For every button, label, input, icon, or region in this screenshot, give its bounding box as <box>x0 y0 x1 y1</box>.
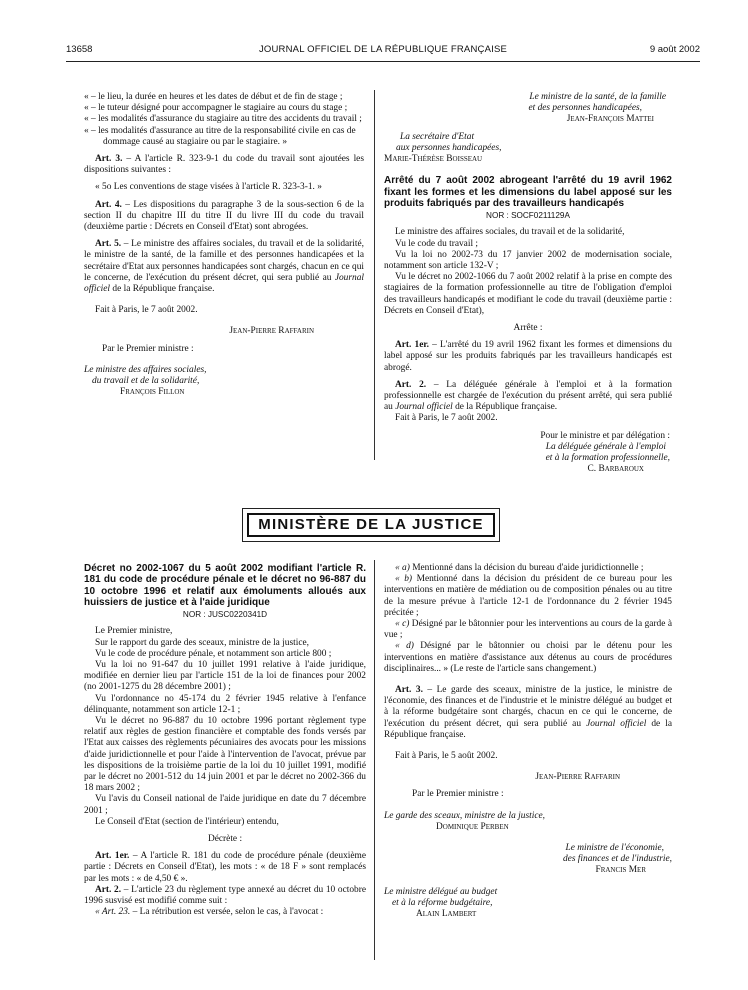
article-paragraph: Art. 5. – Le ministre des affaires sociales, du travail et de la solidarité, le ministre de la santé, de la famille et des personnes handicapées et la secrétaire d'Etat aux personnes handicapées sont chargés, chacun en ce qui le concerne, de l'exécution du présent décret, qui sera publié au Journal officiel de la République française. <box>84 239 364 295</box>
minister-name: Alain Lambert <box>416 909 477 920</box>
quoted-item: « a) Mentionné dans la décision du bureau d'aide juridictionnelle ; <box>395 563 644 573</box>
quoted-item: « d) Désigné par le bâtonnier ou choisi par le détenu pour les interventions en matière d'assistance aux détenus au cours de procédures disciplinaires... » (Le reste de l'article sans changement.) <box>384 641 672 674</box>
article-label: Art. 2. <box>95 884 122 895</box>
preamble-paragraph: Vu l'ordonnance no 45-174 du 2 février 1945 relative à l'enfance délinquante, notamment son article 12-1 ; <box>84 693 366 715</box>
minister-name: Dominique Perben <box>436 821 509 832</box>
page-number: 13658 <box>66 44 93 55</box>
minister-name: Jean-François Mattei <box>566 114 654 125</box>
list-item: « – les modalités d'assurance au titre de la responsabilité civile en cas de dommage causé au stagiaire ou par le stagiaire. » <box>84 125 356 147</box>
article-label: Art. 3. <box>395 685 423 696</box>
preamble-paragraph: Le Conseil d'Etat (section de l'intérieur) entendu, <box>95 816 279 827</box>
preamble-paragraph: Vu le code de procédure pénale, et notamment son article 800 ; <box>95 648 332 659</box>
issue-date: 9 août 2002 <box>649 44 700 55</box>
article-label: Art. 1er. <box>395 340 430 351</box>
preamble-paragraph: Vu la loi no 2002-73 du 17 janvier 2002 de modernisation sociale, notamment son article 132-V ; <box>384 249 672 271</box>
preamble-paragraph: Sur le rapport du garde des sceaux, ministre de la justice, <box>95 637 309 648</box>
running-header <box>66 44 700 58</box>
signatory: Jean-Pierre Raffarin <box>535 772 620 783</box>
quoted-item: « b) Mentionné dans la décision du président de ce bureau pour les interventions en matière de médiation ou de composition pénales ou au titre de la mesure prévue à l'article 12-1 de l'ordonnance du 2 février 1945 précitée ; <box>384 574 673 618</box>
minister-title: du travail et de la solidarité, <box>92 376 200 387</box>
signatory: Jean-Pierre Raffarin <box>229 326 314 337</box>
delegate-name: C. Barbaroux <box>587 464 644 475</box>
top-left-column <box>84 92 364 398</box>
secretary-title: aux personnes handicapées, <box>396 142 502 153</box>
top-right-column <box>384 92 672 475</box>
article-label: Art. 1er. <box>95 851 130 862</box>
ministry-banner: MINISTÈRE DE LA JUSTICE <box>247 513 495 537</box>
nor-reference: NOR : SOCF0211129A <box>486 211 570 221</box>
minister-title: et à la réforme budgétaire, <box>392 897 493 908</box>
article-paragraph: Art. 1er. – A l'article R. 181 du code de procédure pénale (deuxième partie : Décrets en Conseil d'Etat), les mots : « de 18 F » sont remplacés par les mots : « de 4,50 € ». <box>84 851 366 884</box>
arrete-heading: Arrête : <box>513 322 543 333</box>
article-paragraph: Art. 2. – L'article 23 du règlement type annexé au décret du 10 octobre 1996 susvisé est modifié comme suit : <box>84 884 366 907</box>
minister-name: Francis Mer <box>595 865 646 876</box>
delegate-title: et à la formation professionnelle, <box>545 452 670 463</box>
done-at: Fait à Paris, le 5 août 2002. <box>395 751 498 762</box>
preamble-paragraph: Vu le décret no 2002-1066 du 7 août 2002 relatif à la prise en compte des stagiaires de la formation professionnelle au titre de l'obligation d'emploi des travailleurs handicapés et modifiant le code du travail (deuxième partie : Décrets en Conseil d'Etat), <box>384 272 672 316</box>
article-paragraph: Art. 3. – Le garde des sceaux, ministre de la justice, le ministre de l'économie, des finances et de l'industrie et le ministre délégué au budget et à la réforme budgétaire sont chargés, chacun en ce qui le concerne, de l'exécution du présent décret, qui sera publié au Journal officiel de la République française. <box>384 685 672 740</box>
nor-reference: NOR : JUSC0220341D <box>182 610 268 620</box>
decree-title: Décret no 2002-1067 du 5 août 2002 modifiant l'article R. 181 du code de procédure pénale et le décret no 96-887 du 10 octobre 1996 et relatif aux émoluments alloués aux huissiers de justice et à l'aide juridique <box>84 563 366 608</box>
delegate-title: La déléguée générale à l'emploi <box>545 441 666 452</box>
article-label: « Art. 23. <box>95 907 131 918</box>
minister-title: des finances et de l'industrie, <box>562 854 672 865</box>
article-paragraph: Art. 1er. – L'arrêté du 19 avril 1962 fixant les formes et dimensions du label apposé sur les produits fabriqués par les travailleurs handicapés est abrogé. <box>384 340 672 373</box>
article-label: Art. 5. <box>95 239 122 250</box>
article-paragraph: Art. 3. – A l'article R. 323-9-1 du code du travail sont ajoutées les dispositions suivantes : <box>84 154 364 176</box>
article-paragraph: « Art. 23. – La rétribution est versée, selon le cas, à l'avocat : <box>95 907 324 918</box>
article-label: Art. 2. <box>395 379 427 390</box>
column-divider-top <box>374 90 375 460</box>
minister-title: Le ministre de l'économie, <box>565 843 664 854</box>
minister-title: Le ministre délégué au budget <box>384 886 498 897</box>
preamble-paragraph: Vu l'avis du Conseil national de l'aide juridique en date du 7 décembre 2001 ; <box>84 794 366 816</box>
preamble-paragraph: Vu le décret no 96-887 du 10 octobre 1996 portant règlement type relatif aux règles de gestion financière et comptable des fonds versés par l'Etat aux caisses des règlements pécuniaires des avocats pour les missions d'aide juridictionnelle et pour l'aide à l'intervention de l'avocat, prévue par les dispositions de la troisième partie de la loi du 10 juillet 1991, modifié par le décret no 2001-512 du 14 juin 2001 et par le décret no 2002-366 du 18 mars 2002 ; <box>84 716 366 794</box>
article-paragraph: Art. 2. – La déléguée générale à l'emploi et à la formation professionnelle est chargée de l'exécution du présent arrêté, qui sera publié au Journal officiel de la République française. <box>384 379 672 413</box>
pm-line: Par le Premier ministre : <box>412 789 504 800</box>
done-at: Fait à Paris, le 7 août 2002. <box>395 413 498 424</box>
minister-title: Le garde des sceaux, ministre de la justice, <box>384 810 545 821</box>
secretary-name: Marie-Thérèse Boisseau <box>384 154 483 165</box>
pm-line: Par le Premier ministre : <box>102 343 194 354</box>
bottom-left-column <box>84 563 366 918</box>
preamble-paragraph: Vu la loi no 91-647 du 10 juillet 1991 relative à l'aide juridique, modifiée en dernier lieu par l'article 151 de la loi de finances pour 2002 (no 2001-1275 du 28 décembre 2001) ; <box>84 660 366 693</box>
list-item: « – les modalités d'assurance du stagiaire au titre des accidents du travail ; <box>84 114 362 125</box>
journal-title: JOURNAL OFFICIEL DE LA RÉPUBLIQUE FRANÇAISE <box>258 44 508 55</box>
header-rule <box>66 61 700 62</box>
delegation-line: Pour le ministre et par délégation : <box>540 430 670 441</box>
minister-title: et des personnes handicapées, <box>528 103 642 114</box>
arrete-title: Arrêté du 7 août 2002 abrogeant l'arrêté du 19 avril 1962 fixant les formes et les dimensions du label apposé sur les produits fabriqués par des travailleurs handicapés <box>384 175 672 209</box>
article-label: Art. 3. <box>95 154 123 165</box>
secretary-title: La secrétaire d'Etat <box>400 131 475 142</box>
preamble-paragraph: Le Premier ministre, <box>95 626 173 637</box>
quoted-item: « c) Désigné par le bâtonnier pour les interventions au cours de la garde à vue ; <box>384 619 672 641</box>
done-at: Fait à Paris, le 7 août 2002. <box>95 305 198 316</box>
article-paragraph: Art. 4. – Les dispositions du paragraphe 3 de la sous-section 6 de la section II du chapitre III du titre II du livre III du code du travail (deuxième partie : Décrets en Conseil d'Etat) sont abrogées. <box>84 199 364 233</box>
minister-title: Le ministre de la santé, de la famille <box>529 92 666 102</box>
list-item: « – le lieu, la durée en heures et les dates de début et de fin de stage ; <box>84 92 343 102</box>
list-item: « – le tuteur désigné pour accompagner le stagiaire au cours du stage ; <box>84 103 348 114</box>
minister-title: Le ministre des affaires sociales, <box>84 364 207 375</box>
decrete-heading: Décrète : <box>207 834 243 845</box>
column-divider-bottom <box>374 560 375 960</box>
minister-name: François Fillon <box>120 387 185 398</box>
ministry-banner-frame <box>242 508 500 542</box>
bottom-right-column <box>384 563 672 920</box>
quoted-provision: « 5o Les conventions de stage visées à l'article R. 323-3-1. » <box>95 182 322 193</box>
preamble-paragraph: Vu le code du travail ; <box>395 238 479 249</box>
article-label: Art. 4. <box>95 199 122 210</box>
preamble-paragraph: Le ministre des affaires sociales, du travail et de la solidarité, <box>395 227 625 238</box>
